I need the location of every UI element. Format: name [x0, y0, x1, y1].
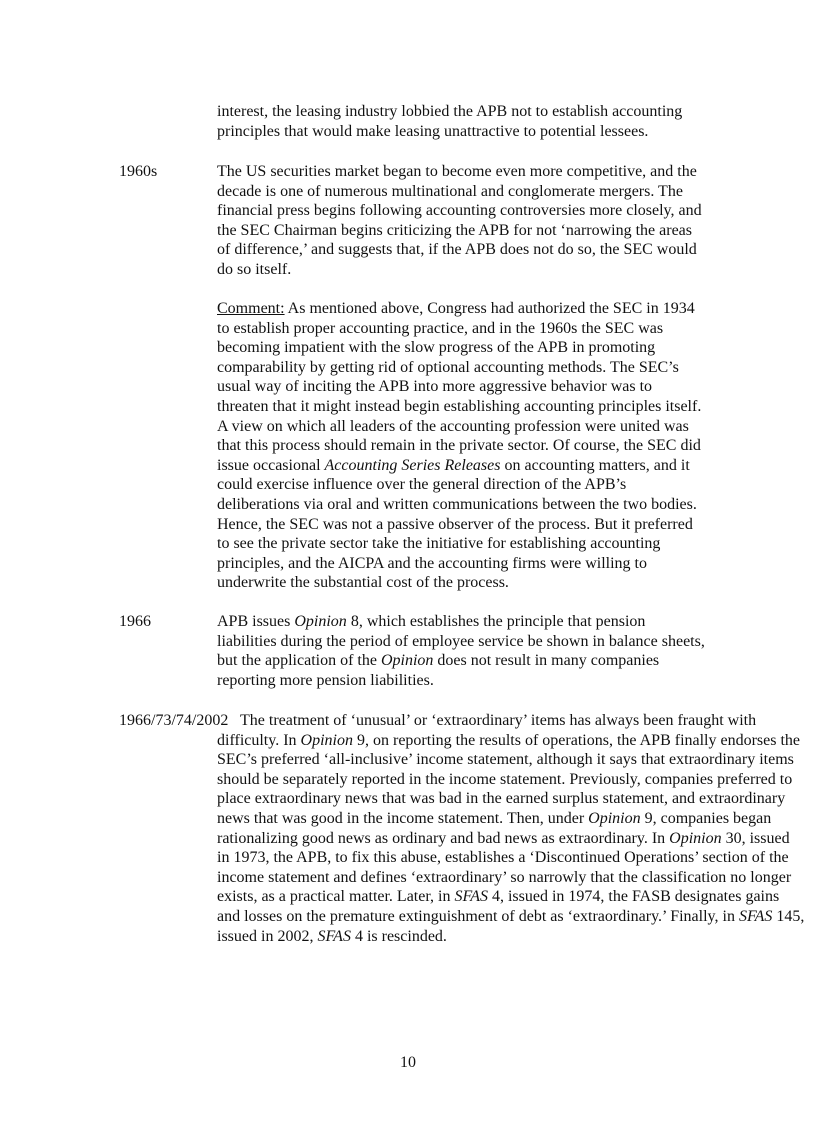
- entry-text-run: does not result in many companies reporting more pension liabilities.: [217, 652, 660, 689]
- entry-date: 1966/73/74/2002: [119, 712, 229, 729]
- intro-paragraph: interest, the leasing industry lobbied the APB not to establish accounting principles that would make leasing unattractive to potential lessees.: [217, 103, 683, 140]
- entry-italic-run: Opinion: [669, 829, 722, 847]
- entry-text-run: 30, issued in 1973, the APB, to fix this abuse, establishes a ‘Discontinued Operations’ section of the income statement and defines ‘extraordinary’ so narrowly that the classification no longer exists, as a practical matter. Later, in: [217, 829, 792, 906]
- entry-text: The US securities market began to become even more competitive, and the decade is one of numerous multinational and conglomerate mergers. The financial press begins following accounting controversies more closely, and the SEC Chairman begins criticizing the APB for not ‘narrowing the areas of difference,’ and suggests that, if the APB does not do so, the SEC would do so itself.: [217, 163, 702, 278]
- entry-italic-run: Opinion: [294, 613, 347, 630]
- entry-date: 1966: [119, 613, 151, 630]
- entry-italic-run: Opinion: [380, 652, 434, 670]
- comment-label: Comment:: [217, 300, 285, 317]
- page-number: 10: [400, 1054, 416, 1071]
- entry-text-run: The treatment of ‘unusual’ or ‘extraordinary’ items has always been fraught with difficulty. In: [217, 712, 757, 749]
- entry-italic-run: SFAS: [317, 927, 351, 945]
- comment-text: As mentioned above, Congress had authorized the SEC in 1934 to establish proper accounting practice, and in the 1960s the SEC was becoming impatient with the slow progress of the APB in promoting comparability by getting rid of optional accounting methods. The SEC’s usual way of inciting the APB into more aggressive behavior was to threaten that it might instead begin establishing accounting principles itself. A view on which all leaders of the accounting profession were united was that this process should remain in the private sector. Of course, the SEC did issue occasional: [217, 300, 702, 474]
- entry-text-run: 4 is rescinded.: [350, 927, 447, 945]
- entry-text-run: 9, on reporting the results of operations, the APB finally endorses the SEC’s preferred ‘all-inclusive’ income statement, although it says that extraordinary items should be separately reported in the income statement. Previously, companies preferred to place extraordinary news that was bad in the earned surplus statement, and extraordinary news that was good in the income statement. Then, under: [217, 731, 801, 827]
- entry-italic-run: Opinion: [300, 731, 353, 749]
- entry-text-run: 8, which establishes the principle that pension liabilities during the period of employee service be shown in balance sheets, but the application of the: [217, 613, 705, 670]
- comment-paragraph: [217, 299, 707, 593]
- entry-italic-run: SFAS: [454, 888, 488, 906]
- entry-text: [217, 612, 707, 690]
- entry-text-run: 9, companies began rationalizing good news as ordinary and bad news as extraordinary. In: [217, 809, 772, 847]
- comment-italic: Accounting Series Releases: [324, 456, 501, 474]
- entry-text-run: APB issues: [217, 613, 295, 630]
- comment-text: on accounting matters, and it could exercise influence over the general direction of the APB’s deliberations via oral and written communications between the two bodies. Hence, the SEC was not a passive observer of the process. But it preferred to see the private sector take the initiative for establishing accounting principles, and the AICPA and the accounting firms were willing to underwrite the substantial cost of the process.: [217, 456, 697, 592]
- entry-text: [119, 711, 805, 946]
- entry-text-run: 4, issued in 1974, the FASB designates gains and losses on the premature extinguishment of debt as ‘extraordinary.’ Finally, in: [217, 888, 780, 925]
- entry-italic-run: Opinion: [588, 809, 641, 827]
- entry-date: 1960s: [119, 163, 158, 180]
- entry-text-run: 145, issued in 2002,: [217, 907, 805, 945]
- entry-italic-run: SFAS: [738, 907, 773, 925]
